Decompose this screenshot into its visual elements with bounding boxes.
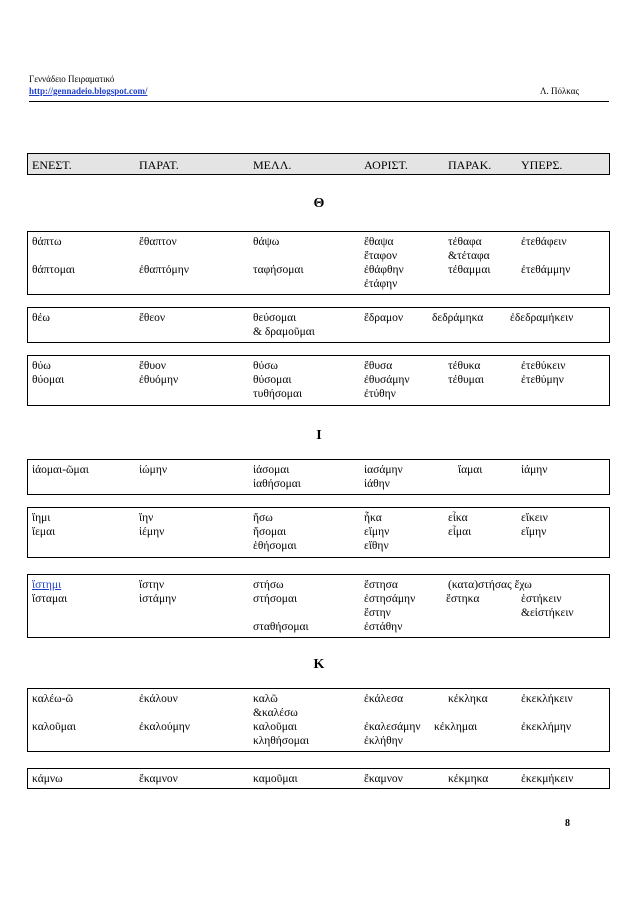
cell: ἔστην <box>364 607 391 619</box>
section-letter-iota: Ι <box>316 428 322 443</box>
cell: ἥσομαι <box>253 526 287 538</box>
cell: θύω <box>32 360 51 372</box>
cell: ἔκαμνον <box>139 773 178 785</box>
cell: κάμνω <box>32 773 63 785</box>
cell: καλέω-ῶ <box>32 693 74 705</box>
cell: ἰασάμην <box>364 464 403 476</box>
cell: τέθαφα <box>448 236 482 248</box>
cell: ἐκαλεσάμην <box>364 721 421 733</box>
cell: ἐτεθύκειν <box>521 360 566 372</box>
cell: ἐτεθάφειν <box>521 236 567 248</box>
cell: ἐθυόμην <box>139 374 179 386</box>
cell: ἑθήσομαι <box>253 540 297 552</box>
column-header-pluperfect: ΥΠΕΡΣ. <box>521 158 563 172</box>
cell: ἐκάλεσα <box>364 693 404 705</box>
page-number: 8 <box>565 818 570 829</box>
verb-link-histemi[interactable]: ἵστημι <box>32 579 62 591</box>
cell: θύσομαι <box>253 374 292 386</box>
cell: ἔθαπτον <box>139 236 177 248</box>
cell: θέω <box>32 312 50 324</box>
cell: ἱέμην <box>139 526 165 538</box>
cell: καλοῦμαι <box>253 721 298 733</box>
cell: εἵκειν <box>521 512 548 524</box>
cell: εἵμην <box>364 526 390 538</box>
cell: ἐδεδραμήκειν <box>510 312 574 324</box>
cell: ἐτάφην <box>364 278 398 290</box>
cell: ἐθαπτόμην <box>139 264 189 276</box>
cell: & δραμοῦμαι <box>253 326 315 338</box>
column-header-imperfect: ΠΑΡΑΤ. <box>139 158 179 172</box>
cell: ἕστηκα <box>446 593 480 605</box>
author-name: Λ. Πόλκας <box>540 86 580 96</box>
cell: καλῶ <box>253 693 278 705</box>
verb-box-iaomai <box>27 459 610 495</box>
cell: ἰώμην <box>139 464 168 476</box>
cell: ἰάθην <box>364 478 390 490</box>
cell: ἐτύθην <box>364 388 396 400</box>
cell: ἐκεκλήμην <box>521 721 572 733</box>
cell: κέκμηκα <box>448 773 489 785</box>
cell: ἱστάμην <box>139 593 177 605</box>
cell: εἵμην <box>521 526 547 538</box>
column-header-aorist: ΑΟΡΙΣΤ. <box>364 158 408 172</box>
cell: εἷμαι <box>448 526 472 538</box>
cell: καμοῦμαι <box>253 773 298 785</box>
blog-link[interactable]: http://gennadeio.blogspot.com/ <box>29 86 148 96</box>
cell: ἔθεον <box>139 312 166 324</box>
cell: ἐθάφθην <box>364 264 404 276</box>
cell: τέθυκα <box>448 360 481 372</box>
cell: ἰάμην <box>521 464 548 476</box>
cell: ἔστησα <box>364 579 398 591</box>
cell: ἴαμαι <box>458 464 483 476</box>
cell: ἰάομαι-ῶμαι <box>32 464 89 476</box>
cell: εἵθην <box>364 540 389 552</box>
cell: ἔδραμον <box>364 312 404 324</box>
cell: κέκληκα <box>448 693 488 705</box>
verb-box-kaleo <box>27 688 610 752</box>
cell: θεύσομαι <box>253 312 297 324</box>
cell: ἑστήκειν <box>521 593 562 605</box>
cell: ἐθυσάμην <box>364 374 410 386</box>
cell: θύσω <box>253 360 278 372</box>
cell: στήσομαι <box>253 593 298 605</box>
column-header-perfect: ΠΑΡΑΚ. <box>448 158 492 172</box>
cell: ἐκλήθην <box>364 735 403 747</box>
cell: τυθήσομαι <box>253 388 303 400</box>
cell: κέκλημαι <box>434 721 478 733</box>
cell: ἐστησάμην <box>364 593 416 605</box>
cell: ἵημι <box>32 512 51 524</box>
cell: ἐτεθάμμην <box>521 264 571 276</box>
cell: σταθήσομαι <box>253 621 309 633</box>
cell: τέθυμαι <box>448 374 484 386</box>
cell: θάπτω <box>32 236 62 248</box>
cell: ἐστάθην <box>364 621 403 633</box>
cell: ἔθαψα <box>364 236 394 248</box>
cell: ἰαθήσομαι <box>253 478 301 490</box>
cell: ἧκα <box>364 512 382 524</box>
cell: ἔταφον <box>364 250 398 262</box>
cell: ἐκεκλήκειν <box>521 693 573 705</box>
verb-box-thapto <box>27 231 610 295</box>
column-header-present: ΕΝΕΣΤ. <box>32 158 72 172</box>
cell: ἰάσομαι <box>253 464 290 476</box>
cell: ταφήσομαι <box>253 264 304 276</box>
cell: &καλέσω <box>253 707 298 719</box>
cell: &εἱστήκειν <box>521 607 574 619</box>
cell: ἵσταμαι <box>32 593 68 605</box>
cell: θύομαι <box>32 374 65 386</box>
verb-box-kamno <box>27 768 610 789</box>
cell: ἔθυσα <box>364 360 393 372</box>
cell: θάπτομαι <box>32 264 75 276</box>
verb-box-thyo <box>27 355 610 406</box>
column-header-bar <box>27 153 610 175</box>
cell: ἐκεκμήκειν <box>521 773 574 785</box>
verb-box-histemi <box>27 574 610 638</box>
section-letter-kappa: Κ <box>313 657 325 672</box>
cell: ἐτεθύμην <box>521 374 564 386</box>
cell: δεδράμηκα <box>432 312 484 324</box>
column-header-future: ΜΕΛΛ. <box>253 158 292 172</box>
cell: εἷκα <box>448 512 468 524</box>
cell: στήσω <box>253 579 284 591</box>
section-letter-theta: Θ <box>313 196 325 211</box>
header-rule <box>29 101 609 102</box>
cell: ἵεμαι <box>32 526 56 538</box>
cell: ἐκάλουν <box>139 693 178 705</box>
cell: καλοῦμαι <box>32 721 77 733</box>
cell: (κατα)στήσας ἔχω <box>448 579 532 591</box>
cell: ἔκαμνον <box>364 773 403 785</box>
cell: κληθήσομαι <box>253 735 310 747</box>
site-title: Γεννάδειο Πειραματικό <box>29 74 115 84</box>
cell: ἵστην <box>139 579 165 591</box>
cell: ἔθυον <box>139 360 166 372</box>
cell: τέθαμμαι <box>448 264 491 276</box>
verb-box-theo <box>27 307 610 343</box>
verb-box-hiemi <box>27 507 610 558</box>
cell: θάψω <box>253 236 280 248</box>
cell: ἥσω <box>253 512 273 524</box>
cell: &τέταφα <box>448 250 490 262</box>
cell: ἵην <box>139 512 154 524</box>
cell: ἐκαλούμην <box>139 721 190 733</box>
